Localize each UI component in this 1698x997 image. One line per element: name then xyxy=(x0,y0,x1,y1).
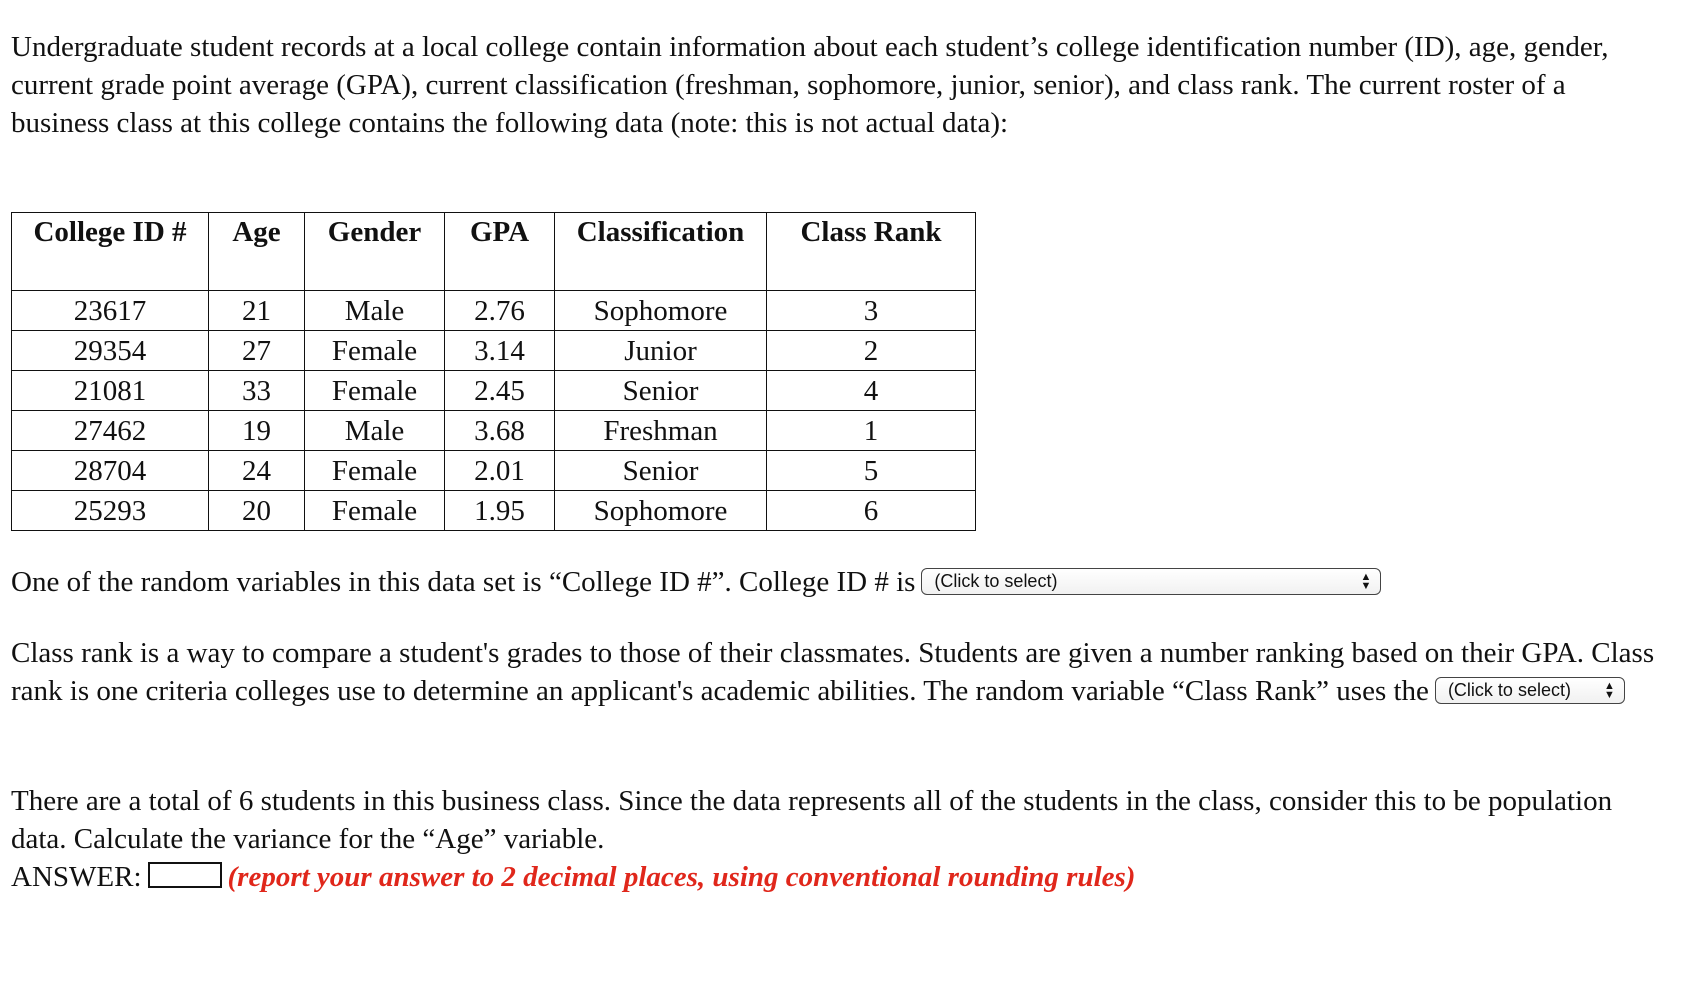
cell-gpa: 2.01 xyxy=(445,451,555,491)
cell-age: 24 xyxy=(209,451,305,491)
cell-classification: Senior xyxy=(555,451,767,491)
class-rank-scale-select[interactable] xyxy=(1435,677,1625,704)
cell-college-id: 25293 xyxy=(12,491,209,531)
cell-age: 19 xyxy=(209,411,305,451)
question-class-rank xyxy=(11,634,1671,710)
college-id-type-select[interactable] xyxy=(921,568,1381,595)
header-class-rank: Class Rank xyxy=(767,213,976,291)
table-row xyxy=(12,491,976,531)
cell-class-rank: 1 xyxy=(767,411,976,451)
table-row xyxy=(12,331,976,371)
header-gender: Gender xyxy=(305,213,445,291)
cell-college-id: 21081 xyxy=(12,371,209,411)
intro-paragraph: Undergraduate student records at a local college contain information about each student’s college identification number (ID), age, gender, current grade point average (GPA), current classification (freshman, sophomore, junior, senior), and class rank. The current roster of a business class at this college contains the following data (note: this is not actual data): xyxy=(11,31,1609,139)
table-header-row xyxy=(12,213,976,291)
cell-class-rank: 5 xyxy=(767,451,976,491)
cell-age: 33 xyxy=(209,371,305,411)
cell-classification: Senior xyxy=(555,371,767,411)
answer-input[interactable] xyxy=(148,862,222,888)
cell-class-rank: 2 xyxy=(767,331,976,371)
table-row xyxy=(12,411,976,451)
question-age-variance xyxy=(11,782,1671,896)
select-arrows-icon: ▲ ▼ xyxy=(1604,679,1615,701)
table-row xyxy=(12,371,976,411)
cell-classification: Junior xyxy=(555,331,767,371)
cell-gender: Female xyxy=(305,451,445,491)
question-college-id xyxy=(11,563,1381,601)
cell-gender: Female xyxy=(305,491,445,531)
header-age: Age xyxy=(209,213,305,291)
select-arrows-icon: ▲ ▼ xyxy=(1360,570,1372,592)
cell-class-rank: 4 xyxy=(767,371,976,411)
table-row xyxy=(12,451,976,491)
cell-classification: Sophomore xyxy=(555,291,767,331)
cell-gender: Male xyxy=(305,411,445,451)
table-row xyxy=(12,291,976,331)
rounding-note: (report your answer to 2 decimal places, using conventional rounding rules) xyxy=(227,861,1136,893)
answer-label: ANSWER: xyxy=(11,861,142,893)
cell-college-id: 23617 xyxy=(12,291,209,331)
cell-college-id: 27462 xyxy=(12,411,209,451)
cell-classification: Sophomore xyxy=(555,491,767,531)
cell-gpa: 1.95 xyxy=(445,491,555,531)
cell-gpa: 3.14 xyxy=(445,331,555,371)
answer-line xyxy=(11,858,1671,896)
question-class-rank-text: Class rank is a way to compare a student's grades to those of their classmates. Students are given a number ranking based on their GPA. Class rank is one criteria colleges use to determine an applicant's academic abilities. The random variable “Class Rank” uses the xyxy=(11,637,1655,707)
select-value: (Click to select) xyxy=(1447,679,1571,700)
student-roster-table xyxy=(11,212,976,531)
cell-age: 21 xyxy=(209,291,305,331)
question-age-variance-text: There are a total of 6 students in this business class. Since the data represents all of the students in the class, consider this to be population data. Calculate the variance for the “Age” variable. xyxy=(11,785,1613,855)
cell-gpa: 3.68 xyxy=(445,411,555,451)
header-classification: Classification xyxy=(555,213,767,291)
question-college-id-text: One of the random variables in this data set is “College ID #”. College ID # is xyxy=(11,566,916,598)
header-gpa: GPA xyxy=(445,213,555,291)
cell-gpa: 2.45 xyxy=(445,371,555,411)
cell-gender: Female xyxy=(305,331,445,371)
cell-gender: Male xyxy=(305,291,445,331)
cell-college-id: 28704 xyxy=(12,451,209,491)
intro-block xyxy=(11,28,1671,142)
cell-classification: Freshman xyxy=(555,411,767,451)
cell-gpa: 2.76 xyxy=(445,291,555,331)
cell-class-rank: 6 xyxy=(767,491,976,531)
cell-college-id: 29354 xyxy=(12,331,209,371)
header-college-id: College ID # xyxy=(12,213,209,291)
cell-age: 20 xyxy=(209,491,305,531)
cell-age: 27 xyxy=(209,331,305,371)
cell-gender: Female xyxy=(305,371,445,411)
select-value: (Click to select) xyxy=(934,570,1058,591)
cell-class-rank: 3 xyxy=(767,291,976,331)
